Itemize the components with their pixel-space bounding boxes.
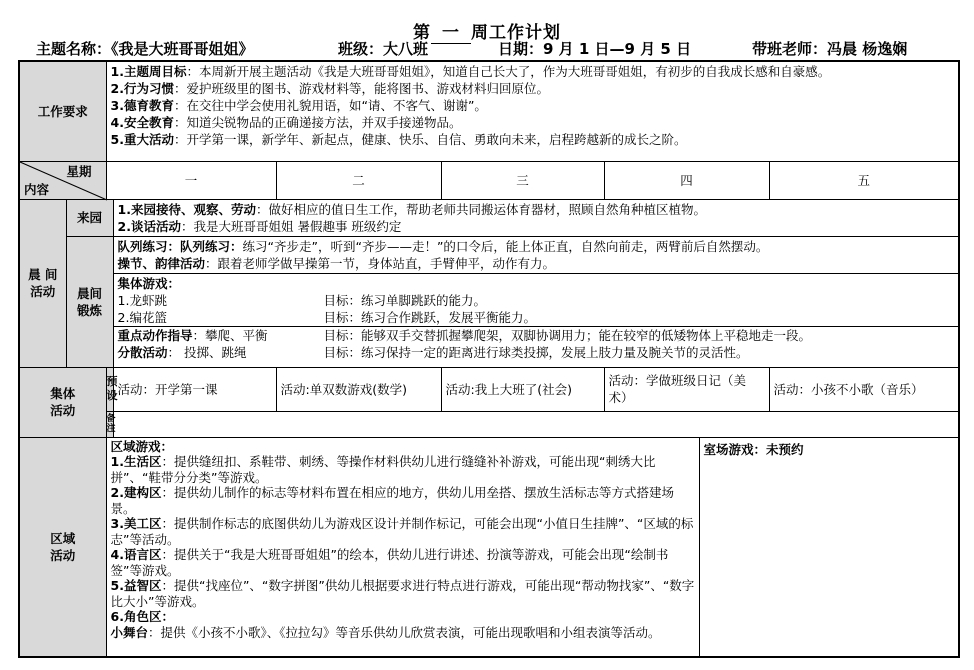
preset-label: 预设 <box>106 367 113 411</box>
activity-day-3: 活动:我上大班了(社会) <box>441 367 604 411</box>
title-prefix: 第 <box>413 23 431 43</box>
area-item-stage: 小舞台：提供《小孩不小歌》、《拉拉勾》等音乐供幼儿欣赏表演，可能出现歌唱和小组表演等活动。 <box>110 624 661 640</box>
title-suffix: 周工作计划 <box>471 23 561 43</box>
activity-day-2: 活动:单双数游戏(数学) <box>276 367 441 411</box>
group-activity-label: 集体 活动 <box>19 367 106 437</box>
drill-row <box>19 236 959 273</box>
area-item-role: 6.角色区： <box>110 609 174 624</box>
exercise-label: 晨间 锻炼 <box>66 236 113 367</box>
area-item-language: 4.语言区：提供关于“我是大班哥哥姐姐”的绘本，供幼儿进行讲述、扮演等游戏，可能会出现“绘制书签”等游戏。 <box>110 547 669 578</box>
day-5: 五 <box>769 161 959 199</box>
habit-head: 2.行为习惯 <box>110 81 174 96</box>
safety-text: ：知道尖锐物品的正确递接方法，并双手接递物品。 <box>173 115 462 130</box>
area-item-life: 1.生活区：提供缝纽扣、系鞋带、刺绣、等操作材料供幼儿进行缝缝补补游戏，可能出现“刺绣大比拼”、“鞋带分分类”等游戏。 <box>110 454 656 485</box>
teachers: 带班老师：冯晨 杨逸娴 <box>752 40 908 58</box>
area-item-build: 2.建构区：提供幼儿制作的标志等材料布置在相应的地方，供幼儿用垒搭、摆放生活标志等方式搭建场景。 <box>110 485 674 516</box>
habit-text: ：爱护班级里的图书、游戏材料等，能将图书、游戏材料归回原位。 <box>173 81 549 96</box>
day-3: 三 <box>441 161 604 199</box>
work-requirements-content <box>106 61 959 161</box>
class-name: 班级：大八班 <box>338 40 429 58</box>
morning-activity-label: 晨 间 活动 <box>19 199 66 367</box>
safety-head: 4.安全教育 <box>110 115 174 130</box>
group-activity-row <box>19 367 959 411</box>
activity-day-1: 活动：开学第一课 <box>113 367 276 411</box>
games-content <box>113 273 959 367</box>
notes-row <box>19 411 959 437</box>
activity-day-5: 活动：小孩不小歌（音乐） <box>769 367 959 411</box>
moral-head: 3.德育教育 <box>110 98 174 113</box>
arrival-content: 1.来园接待、观察、劳动：做好相应的值日生工作，帮助老师共同搬运体育器材，照顾自然角种植区植物。 2.谈话活动：我是大班哥哥姐姐 暑假趣事 班级约定 <box>113 199 959 236</box>
week-number: 一 <box>431 18 471 44</box>
area-games-content <box>106 437 699 657</box>
split-activity-item: 分散活动： 投掷、跳绳 目标：练习保持一定的距离进行球类投掷，发展上肢力量及腕关节的灵活性。 <box>117 344 749 360</box>
day-1: 一 <box>106 161 276 199</box>
arrival-row <box>19 199 959 236</box>
drill-content: 队列练习：队列练习：练习“齐步走”，听到“齐步——走！”的口令后，能上体正直，自然向前走，两臂前后自然摆动。 操节、韵律活动：跟着老师学做早操第一节，身体站直，手臂伸平，动作有力。 <box>113 236 959 273</box>
moral-text: ：在交往中学会使用礼貌用语，如“请、不客气、谢谢”。 <box>173 98 487 113</box>
work-requirements-row <box>19 61 959 161</box>
info-bar <box>0 38 974 60</box>
weekday-label: 星期 <box>66 163 92 179</box>
event-text: ：开学第一课，新学年、新起点，健康、快乐、自信、勇敢向未来，启程跨越新的成长之阶。 <box>173 132 687 147</box>
weekday-corner <box>19 161 106 199</box>
date-range: 日期：9 月 1 日—9 月 5 日 <box>498 40 692 58</box>
goal-head: 1.主题周目标 <box>110 64 187 79</box>
content-label: 内容 <box>24 181 50 197</box>
key-action-item: 重点动作指导：攀爬、平衡 目标：能够双手交替抓握攀爬架，双脚协调用力；能在较窄的低矮物体上平稳地走一段。 <box>117 327 812 343</box>
arrival-label: 来园 <box>66 199 113 236</box>
notes-content <box>113 411 959 437</box>
group-games-head: 集体游戏： <box>117 275 181 291</box>
game-item: 1.龙虾跳 目标：练习单脚跳跃的能力。 <box>117 292 487 308</box>
day-2: 二 <box>276 161 441 199</box>
games-row <box>19 273 959 367</box>
work-requirements-label: 工作要求 <box>19 61 106 161</box>
outdoor-games: 室场游戏：未预约 <box>699 437 959 657</box>
area-heading: 区域游戏： <box>110 438 174 454</box>
goal-text: ：本周新开展主题活动《我是大班哥哥姐姐》，知道自己长大了，作为大班哥哥姐姐，有初步的自我成长感和自豪感。 <box>186 64 831 79</box>
event-head: 5.重大活动 <box>110 132 174 147</box>
day-4: 四 <box>604 161 769 199</box>
area-activity-row <box>19 437 959 657</box>
area-item-puzzle: 5.益智区：提供“找座位”、“数字拼图”供幼儿根据要求进行特点进行游戏，可能出现“帮动物找家”、“数字比大小”等游戏。 <box>110 578 695 609</box>
activity-day-4: 活动：学做班级日记（美术） <box>604 367 769 411</box>
theme-name: 主题名称：《我是大班哥哥姐姐》 <box>36 40 254 58</box>
area-item-art: 3.美工区：提供制作标志的底图供幼儿为游戏区设计并制作标记，可能会出现“小值日生挂牌”、“区域的标志”等活动。 <box>110 516 694 547</box>
game-item: 2.编花篮 目标：练习合作跳跃，发展平衡能力。 <box>117 309 537 325</box>
area-activity-label: 区域 活动 <box>19 437 106 657</box>
weekday-row <box>19 161 959 199</box>
plan-table <box>18 60 960 658</box>
note-label: 备注 <box>106 411 113 437</box>
